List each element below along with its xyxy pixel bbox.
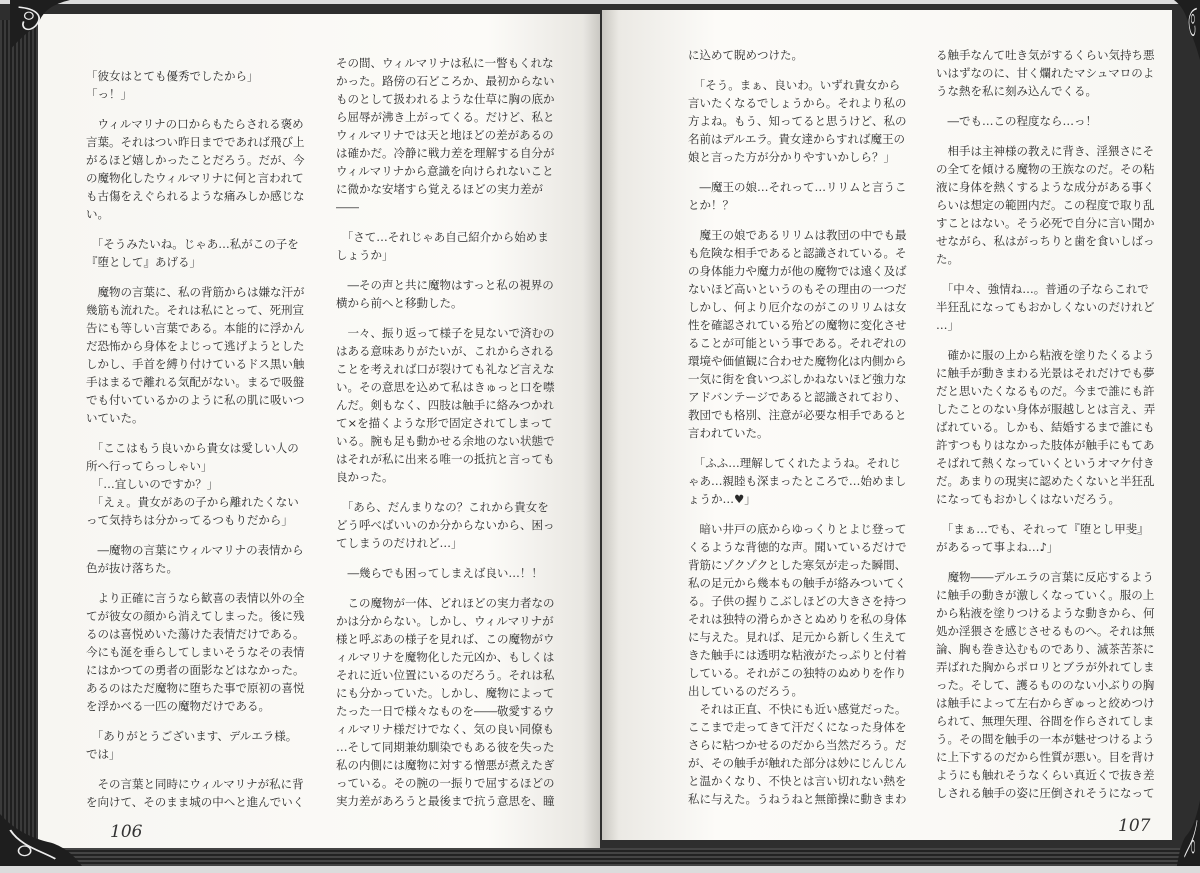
- text-line: を向けて、そのまま城の中へと進んでいく: [86, 795, 305, 809]
- text-line: アドバンテージであると認識されており、: [688, 390, 907, 404]
- paragraph-gap: [86, 529, 320, 541]
- text-line: に触手が動きまわる光景はそれだけでも夢: [936, 366, 1155, 380]
- corner-ornament-icon: [10, 0, 70, 50]
- text-line: ―でも…この程度なら…っ！: [936, 114, 1097, 128]
- text-line: 幾筋も流れた。それは私にとって、死刑宣: [86, 303, 305, 317]
- text-line: の身体能力や魔力が他の魔物では遠く及ば: [688, 264, 907, 278]
- text-line: しされる触手の姿に圧倒されそうになって: [936, 786, 1155, 800]
- text-line: 液に身体を熱くするような成分がある事く: [936, 180, 1155, 194]
- page-right: [602, 10, 1172, 840]
- text-line: 教団でも格別、注意が必要な相手であると: [688, 408, 907, 422]
- text-line: ―その声と共に魔物はすっと私の視界の: [336, 278, 554, 292]
- text-line: ことを考えれば口が裂けても礼など言えな: [336, 362, 555, 376]
- text-column: [336, 54, 570, 810]
- text-line: いはずなのに、甘く爛れたマシュマロのよ: [936, 66, 1155, 80]
- text-line: いる。腕も足も動かせる余地のない状態で: [336, 434, 555, 448]
- paragraph-gap: [86, 223, 320, 235]
- text-line: ィルマリナ様だけでなく、気の良い同僚も: [336, 722, 555, 736]
- text-line: 名前はデルエラ。貴女達からすれば魔王の: [688, 132, 906, 146]
- text-line: すことはない。そう必死で自分に言い聞か: [936, 216, 1155, 230]
- text-line: っている。その腕の一振りで屈するほどの: [336, 776, 555, 790]
- text-line: がるほど嬉しかったことだろう。だが、今: [86, 153, 305, 167]
- text-line: したことのない身体が服越しとは言え、弄: [936, 402, 1156, 416]
- text-column: [86, 67, 320, 811]
- text-line: 背筋にゾクゾクとした寒気が走った瞬間、: [688, 558, 907, 572]
- text-line: ウィルマリナから意識を向けられないこと: [336, 164, 554, 178]
- text-line: しかし、何より厄介なのがこのリリムは女: [688, 300, 907, 314]
- text-line: ものとして扱われるような仕草に胸の底か: [336, 92, 555, 106]
- paragraph-gap: [336, 312, 570, 324]
- text-line: た。: [936, 252, 959, 266]
- text-line: この魔物が一体、どれほどの実力者なの: [336, 596, 555, 610]
- text-line: だ恐怖から身体をよじって逃げようとした: [86, 339, 305, 353]
- text-line: …そして同期兼幼馴染でもある彼を失った: [336, 740, 555, 754]
- text-line: ―魔王の娘…それって…リリムと言うこ: [688, 180, 907, 194]
- text-line: 「あら、だんまりなの？これから貴女を: [336, 500, 549, 514]
- text-line: 相手は主神様の教えに背き、淫猥さにそ: [936, 144, 1155, 158]
- text-line: の全てを傾ける魔物の王族なのだ。その粘: [936, 162, 1155, 176]
- text-line: んだ。剣もなく、四肢は触手に絡みつかれ: [336, 398, 555, 412]
- text-line: 所へ行ってらっしゃい」: [86, 459, 213, 473]
- text-line: があるって事よね…♪」: [936, 540, 1059, 554]
- paragraph-gap: [336, 582, 570, 594]
- text-line: てしまうのだけれど…」: [336, 536, 463, 550]
- text-line: に込めて睨めつけた。: [688, 48, 803, 62]
- paragraph-gap: [688, 214, 922, 226]
- page-number: 107: [1118, 816, 1151, 836]
- text-line: 処か淫猥さを感じさせるものへ。それは無: [936, 624, 1155, 638]
- text-line: らいは想定の範囲内だ。この程度で取り乱: [936, 198, 1155, 212]
- paragraph-gap: [936, 268, 1170, 280]
- paragraph-gap: [936, 508, 1170, 520]
- text-line: でも付いているかのように私の肌に吸いつ: [86, 393, 305, 407]
- paragraph-gap: [688, 166, 922, 178]
- text-line: るのは喜悦めいた蕩けた表情だけである。: [86, 627, 305, 641]
- text-line: ゃあ…親睦も深まったところで…始めまし: [688, 474, 907, 488]
- text-line: 性を確認されている殆どの魔物に変化させ: [688, 318, 907, 332]
- text-line: はある意味ありがたいが、これからされる: [336, 344, 555, 358]
- text-line: では」: [86, 747, 121, 761]
- text-line: も古傷をえぐられるような痛みしか感じな: [86, 189, 305, 203]
- text-line: かは分からない。しかし、ウィルマリナが: [336, 614, 554, 628]
- text-line: している。それがこの独特のぬめりを作り: [688, 666, 907, 680]
- paragraph-gap: [86, 427, 320, 439]
- page-number: 106: [110, 822, 143, 842]
- text-line: だと思いたくなるものだ。今まで誰にも許: [936, 384, 1155, 398]
- text-line: どう呼べばいいのか分からないから、困っ: [336, 518, 555, 532]
- text-line: 「っ！」: [86, 87, 132, 101]
- text-line: と温かくなり、不快とは言い切れない熱を: [688, 774, 907, 788]
- text-line: しょうか」: [336, 248, 394, 262]
- text-line: られて、無理矢理、谷間を作らされてしま: [936, 714, 1155, 728]
- text-line: より正確に言うなら歓喜の表情以外の全: [86, 591, 305, 605]
- text-line: 魔王の娘であるリリムは教団の中でも最: [688, 228, 907, 242]
- text-line: になってもおかしくはないだろう。: [936, 492, 1120, 506]
- text-line: 弄ばれた胸からポロリとブラが外れてしま: [936, 660, 1155, 674]
- page-edges-left: [0, 20, 38, 860]
- text-line: て×を描くような形で固定されてしまって: [336, 416, 553, 430]
- text-line: う。その間を触手の一本が魅せつけるよう: [936, 732, 1155, 746]
- text-line: 魔物の言葉に、私の背筋からは嫌な汗が: [86, 285, 305, 299]
- text-line: 娘と言った方が分かりやすいかしら？」: [688, 150, 895, 164]
- text-line: が、その触手が触れた部分は妙にじんじん: [688, 756, 907, 770]
- text-line: 許すつもりはなかった肢体が触手にもてあ: [936, 438, 1155, 452]
- text-line: 一々、振り返って様子を見ないで済むの: [336, 326, 555, 340]
- text-line: 今にも涎を垂らしてしまいそうなその表情: [86, 645, 305, 659]
- text-line: ここまで走ってきて汗だくになった身体を: [688, 720, 907, 734]
- text-line: たった一日で様々なものを――敬愛するウ: [336, 704, 555, 718]
- text-line: 私に与えた。うねうねと無節操に動きまわ: [688, 792, 907, 806]
- text-line: その間、ウィルマリナは私に一瞥もくれな: [336, 56, 554, 70]
- text-line: くるような背徳的な声。聞いているだけで: [688, 540, 907, 554]
- paragraph-gap: [86, 763, 320, 775]
- text-line: ―魔物の言葉にウィルマリナの表情から: [86, 543, 304, 557]
- paragraph-gap: [936, 334, 1170, 346]
- text-line: ィルマリナを魔物化した元凶か、もしくは: [336, 650, 555, 664]
- text-line: しかし、手首を縛り付けているドス黒い触: [86, 357, 305, 371]
- text-line: その言葉と同時にウィルマリナが私に背: [86, 777, 304, 791]
- text-column: [936, 46, 1170, 802]
- text-line: だ。あまりの現実に認めたくないと半狂乱: [936, 474, 1155, 488]
- text-line: 「ふふ…理解してくれたようね。それじ: [688, 456, 901, 470]
- paragraph-gap: [688, 442, 922, 454]
- text-line: に上下するのだから性質が悪い。目を背け: [936, 750, 1155, 764]
- text-line: にはかつての勇者の面影などはなかった。: [86, 663, 305, 677]
- text-line: に与えた。見れば、足元から新しく生えて: [688, 630, 907, 644]
- text-line: さらに粘つかせるのだから当然だろう。だ: [688, 738, 907, 752]
- text-line: る。子供の握りこぶしほどの大きさを持つ: [688, 594, 907, 608]
- text-line: ―幾らでも困ってしまえば良い…！！: [336, 566, 543, 580]
- text-line: 告にも等しい言葉である。本能的に浮かん: [86, 321, 305, 335]
- text-line: はそれが私に出来る唯一の抵抗と言っても: [336, 452, 555, 466]
- text-line: ょうか…♥」: [688, 492, 756, 506]
- text-line: 私の足元から幾本もの触手が絡みついてく: [688, 576, 907, 590]
- text-line: それは正直、不快にも近い感覚だった。: [688, 702, 907, 716]
- text-line: てが彼女の顔から消えてしまった。後に残: [86, 609, 305, 623]
- text-line: を浮かべる一匹の魔物だけである。: [86, 699, 270, 713]
- text-line: あるのはただ魔物に堕ちた事で原初の喜悦: [86, 681, 305, 695]
- text-line: それに近い位置にいるのだろう。それは私: [336, 668, 555, 682]
- text-line: 出しているのだろう。: [688, 684, 803, 698]
- text-line: は確かだ。冷静に戦力差を理解する自分が: [336, 146, 555, 160]
- text-line: 「…宜しいのですか？」: [86, 477, 219, 491]
- text-line: 暗い井戸の底からゆっくりとよじ登って: [688, 522, 907, 536]
- text-line: の魔物化したウィルマリナに何と言われて: [86, 171, 304, 185]
- text-line: 「ここはもう良いから貴女は愛しい人の: [86, 441, 299, 455]
- text-line: ら屈辱が沸き上がってくる。だけど、私と: [336, 110, 555, 124]
- text-line: 魔物――デルエラの言葉に反応するよう: [936, 570, 1154, 584]
- text-line: い。: [86, 207, 109, 221]
- text-line: ないほど高いというのもその理由の一つだ: [688, 282, 907, 296]
- text-line: かった。路傍の石どころか、最初からない: [336, 74, 555, 88]
- text-line: ウィルマリナの口からもたらされる褒め: [86, 117, 304, 131]
- text-line: ウィルマリナでは天と地ほどの差があるの: [336, 128, 554, 142]
- paragraph-gap: [86, 271, 320, 283]
- text-line: ――: [336, 200, 359, 214]
- text-line: 実力差があろうと最後まで抗う意思を、瞳: [336, 794, 555, 808]
- text-line: に微かな安堵すら覚えるほどの実力差が: [336, 182, 543, 196]
- corner-ornament-icon: [0, 814, 82, 866]
- text-line: 「さて…それじゃあ自己紹介から始めま: [336, 230, 549, 244]
- text-line: も危険な相手であると認識されている。そ: [688, 246, 907, 260]
- text-line: 『堕として』あげる」: [86, 255, 201, 269]
- text-line: は触手によって左右からぎゅっと絞めつけ: [936, 696, 1155, 710]
- corner-ornament-icon: [1174, 800, 1200, 866]
- paragraph-gap: [86, 577, 320, 589]
- text-line: 「そうみたいね。じゃあ…私がこの子を: [86, 237, 299, 251]
- text-line: 手はまるで離れる気配がない。まるで吸盤: [86, 375, 305, 389]
- text-line: それは独特の滑らかさとぬめりを私の身体: [688, 612, 907, 626]
- text-line: 一気に街を食いつぶしかねないほど強力な: [688, 372, 907, 386]
- text-line: から粘液を塗りつけるような動きから、何: [936, 606, 1155, 620]
- text-line: うな熱を私に刻み込んでくる。: [936, 84, 1097, 98]
- paragraph-gap: [86, 715, 320, 727]
- text-line: 確かに服の上から粘液を塗りたくるよう: [936, 348, 1155, 362]
- paragraph-gap: [336, 486, 570, 498]
- text-column: [688, 46, 922, 808]
- text-line: に触手の動きが激しくなっていく。服の上: [936, 588, 1155, 602]
- text-line: きた触手には透明な粘液がたっぷりと付着: [688, 648, 907, 662]
- text-line: った。そして、護るもののない小ぶりの胸: [936, 678, 1155, 692]
- text-line: 様と呼ぶあの様子を見れば、この魔物がウ: [336, 632, 555, 646]
- paragraph-gap: [336, 552, 570, 564]
- text-line: せながら、私はがっちりと歯を食いしばっ: [936, 234, 1155, 248]
- text-line: 「ありがとうございます、デルエラ様。: [86, 729, 298, 743]
- paragraph-gap: [336, 216, 570, 228]
- text-line: 「まぁ…でも、それって『堕とし甲斐』: [936, 522, 1149, 536]
- paragraph-gap: [936, 100, 1170, 112]
- text-line: 言葉。それはつい昨日までであれば飛び上: [86, 135, 305, 149]
- text-line: 私の内側には魔物に対する憎悪が煮えたぎ: [336, 758, 555, 772]
- text-line: 良かった。: [336, 470, 394, 484]
- text-line: 「中々、強情ね…。普通の子ならこれで: [936, 282, 1149, 296]
- text-line: い。その意思を込めて私はきゅっと口を噤: [336, 380, 555, 394]
- text-line: 言われていた。: [688, 426, 769, 440]
- page-edges-bottom: [30, 848, 1180, 866]
- text-line: 横から前へと移動した。: [336, 296, 463, 310]
- text-line: ばれている。しかも、結婚するまで誰にも: [936, 420, 1155, 434]
- text-line: にも分かっていた。しかし、魔物によって: [336, 686, 555, 700]
- paragraph-gap: [936, 556, 1170, 568]
- text-line: 半狂乱になってもおかしくないのだけれど: [936, 300, 1155, 314]
- paragraph-gap: [936, 130, 1170, 142]
- text-line: いていた。: [86, 411, 144, 425]
- text-line: 「えぇ。貴女があの子から離れたくない: [86, 495, 299, 509]
- text-line: ることが可能という事である。それぞれの: [688, 336, 907, 350]
- text-line: って気持ちは分かってるつもりだから」: [86, 513, 293, 527]
- page-left: [38, 14, 600, 848]
- paragraph-gap: [688, 64, 922, 76]
- text-line: 色が抜け落ちた。: [86, 561, 178, 575]
- text-line: 方よね。もう、知ってると思うけど、私の: [688, 114, 907, 128]
- paragraph-gap: [86, 103, 320, 115]
- text-line: 言いたくなるでしょうから。それより私の: [688, 96, 907, 110]
- text-line: る触手なんて吐き気がするくらい気持ち悪: [936, 48, 1155, 62]
- paragraph-gap: [688, 508, 922, 520]
- paragraph-gap: [336, 264, 570, 276]
- text-line: 「彼女はとても優秀でしたから」: [86, 69, 259, 83]
- text-line: 環境や価値観に合わせた魔物化は内側から: [688, 354, 907, 368]
- text-line: 「そう。まぁ、良いわ。いずれ貴女から: [688, 78, 901, 92]
- text-line: 論、胸も巻き込むものであり、滅茶苦茶に: [936, 642, 1155, 656]
- text-line: ようにも触れそうなくらい真近くで抜き差: [936, 768, 1155, 782]
- corner-ornament-icon: [1174, 0, 1200, 60]
- text-line: そばれて熱くなっていくというオマケ付き: [936, 456, 1155, 470]
- text-line: …」: [936, 318, 959, 332]
- text-line: とか！？: [688, 198, 734, 212]
